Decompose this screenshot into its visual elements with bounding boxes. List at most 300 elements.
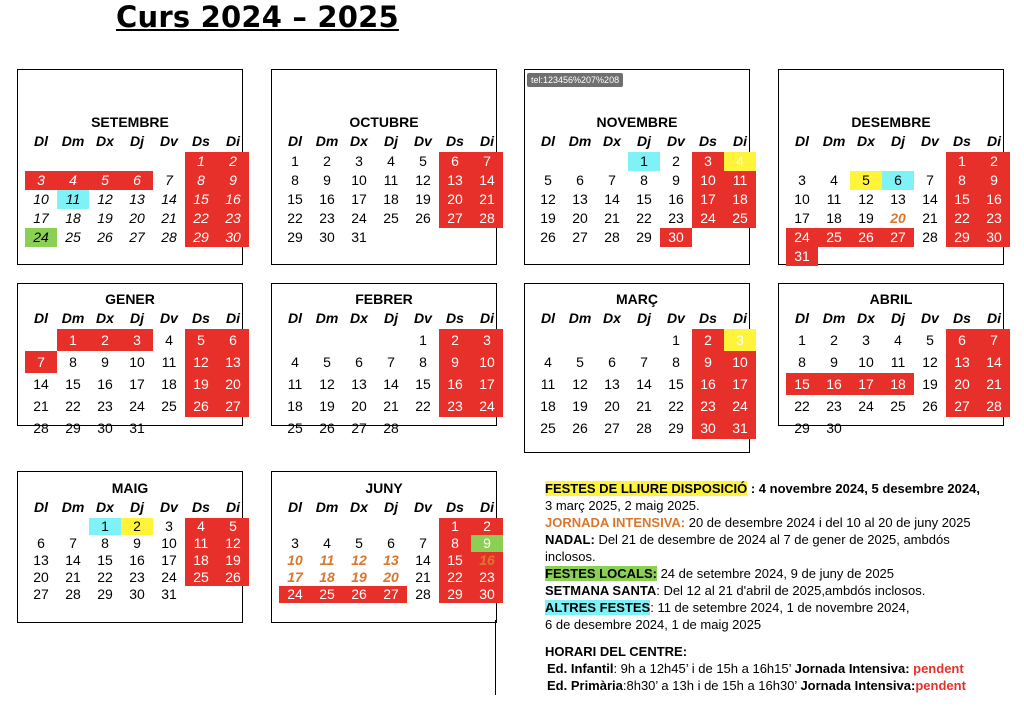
day-cell: 20 [604,398,620,414]
weekday-label: Dl [541,133,555,149]
day-cell: 8 [798,354,806,370]
day-cell: 21 [978,373,1010,395]
day-cell: 21 [383,398,399,414]
legend-jornada-text: 20 de desembre 2024 i del 10 al 20 de juny 2025 [685,515,971,530]
day-cell: 15 [668,376,684,392]
weekday-header [25,499,249,515]
legend-inf-label: Ed. Infantil [547,661,614,676]
day-cell: 11 [826,191,842,207]
day-cell: 10 [724,351,756,373]
day-cell: 9 [217,171,249,190]
day-cell: 11 [383,172,399,188]
day-cell: 27 [375,586,407,603]
weekday-label: Dl [34,133,48,149]
day-cell: 2 [89,329,121,351]
day-cell: 26 [540,229,556,245]
day-cell: 1 [89,518,121,535]
day-cell: 24 [692,209,724,228]
day-cell: 27 [572,229,588,245]
day-cell: 28 [161,229,177,245]
day-cell: 25 [724,209,756,228]
day-cell: 30 [660,228,692,247]
legend-horari-label: HORARI DEL CENTRE: [545,644,688,659]
weekday-label: Dm [61,499,85,515]
day-cell: 12 [217,535,249,552]
day-cell: 27 [33,586,49,602]
weekday-label: Ds [699,310,717,326]
month-name: ABRIL [869,291,913,307]
day-cell: 1 [185,152,217,171]
legend-altres-text2: 6 de desembre 2024, 1 de maig 2025 [545,617,762,632]
day-cell: 24 [724,395,756,417]
day-cell: 31 [351,229,367,245]
day-cell: 25 [818,228,850,247]
day-cell: 6 [355,354,363,370]
day-cell: 26 [850,228,882,247]
day-cell: 17 [850,373,882,395]
weekday-label: Dj [891,310,905,326]
day-cell: 25 [311,586,343,603]
weekday-label: Dm [568,310,592,326]
day-cell: 9 [672,172,680,188]
day-cell: 16 [97,376,113,392]
day-cell: 22 [439,569,471,586]
day-cell: 14 [471,171,503,190]
day-cell: 5 [419,153,427,169]
legend-pri-text: :8h30’ a 13h i de 15h a 16h30’ [622,678,801,693]
day-cell: 20 [946,373,978,395]
day-cell: 23 [668,210,684,226]
month-name: MARÇ [616,291,658,307]
day-cell: 27 [351,420,367,436]
weekday-label: Ds [699,133,717,149]
day-cell: 4 [185,518,217,535]
divider [495,620,496,695]
day-cell: 12 [415,172,431,188]
day-cell: 28 [471,209,503,228]
day-cell: 3 [165,518,173,534]
day-cell: 14 [383,376,399,392]
day-cell: 2 [692,329,724,351]
day-cell: 17 [33,210,49,226]
day-cell: 6 [439,152,471,171]
weekday-label: Dv [160,310,178,326]
day-cell: 20 [217,373,249,395]
day-cell: 14 [922,191,938,207]
day-cell: 5 [89,171,121,190]
weekday-label: Dv [414,310,432,326]
day-cell: 26 [319,420,335,436]
weekday-header [25,310,249,326]
month-name: SETEMBRE [91,114,169,130]
legend-pri-pend: pendent [915,678,966,693]
day-cell: 14 [161,191,177,207]
day-cell: 23 [319,210,335,226]
day-cell: 4 [830,172,838,188]
weekday-label: Dl [34,499,48,515]
day-cell: 21 [33,398,49,414]
legend-inf-pend: pendent [913,661,964,676]
day-cell: 24 [25,228,57,247]
day-cell: 13 [129,191,145,207]
weekday-label: Dl [34,310,48,326]
legend-inf-text: : 9h a 12h45’ i de 15h a 16h15’ [613,661,795,676]
day-cell: 1 [672,332,680,348]
day-cell: 22 [97,569,113,585]
weekday-header [786,310,1010,326]
day-cell: 19 [572,398,588,414]
weekday-label: Ds [953,133,971,149]
day-cell: 10 [33,191,49,207]
day-cell: 3 [692,152,724,171]
day-cell: 22 [65,398,81,414]
day-cell: 4 [544,354,552,370]
weekday-header [279,310,503,326]
weekday-header [279,499,503,515]
day-cell: 6 [882,171,914,190]
weekday-label: Di [987,310,1001,326]
day-cell: 15 [439,552,471,569]
day-cell: 3 [355,153,363,169]
day-cell: 24 [129,398,145,414]
weekday-label: Ds [192,310,210,326]
day-cell: 9 [978,171,1010,190]
day-cell: 25 [890,398,906,414]
day-cell: 12 [185,351,217,373]
day-cell: 9 [439,351,471,373]
day-cell: 17 [129,376,145,392]
day-cell: 22 [794,398,810,414]
day-cell: 29 [946,228,978,247]
weekday-label: Di [226,310,240,326]
day-cell: 10 [794,191,810,207]
month-name: MAIG [111,480,149,496]
day-cell: 27 [217,395,249,417]
day-cell: 22 [287,210,303,226]
day-cell: 26 [217,569,249,586]
month-name: NOVEMBRE [596,114,678,130]
day-cell: 28 [65,586,81,602]
legend-santa-label: SETMANA SANTA [545,583,657,598]
day-cell: 18 [383,191,399,207]
weekday-label: Dv [414,499,432,515]
weekday-label: Dl [541,310,555,326]
day-cell: 17 [692,190,724,209]
day-cell: 19 [217,552,249,569]
weekday-label: Dx [350,499,368,515]
weekday-label: Dx [350,310,368,326]
day-cell: 29 [287,229,303,245]
weekday-label: Dx [96,133,114,149]
day-cell: 18 [882,373,914,395]
day-cell: 1 [439,518,471,535]
day-cell: 29 [185,228,217,247]
day-cell: 8 [439,535,471,552]
day-cell: 7 [69,535,77,551]
day-cell: 18 [287,398,303,414]
day-cell: 16 [692,373,724,395]
legend-lliure-label: FESTES DE LLIURE DISPOSICIÓ [545,481,748,496]
day-cell: 11 [890,354,906,370]
day-cell: 19 [415,191,431,207]
day-cell: 13 [439,171,471,190]
legend-nadal-text2: inclosos. [545,549,596,564]
day-cell: 9 [323,172,331,188]
legend-pri-label: Ed. Primària [547,678,623,693]
day-cell: 4 [57,171,89,190]
weekday-label: Di [987,133,1001,149]
day-cell: 29 [794,420,810,436]
day-cell: 15 [415,376,431,392]
day-cell: 23 [97,398,113,414]
day-cell: 21 [604,210,620,226]
weekday-label: Dj [637,310,651,326]
day-cell: 12 [572,376,588,392]
day-cell: 9 [101,354,109,370]
day-cell: 23 [826,398,842,414]
day-cell: 23 [217,209,249,228]
day-cell: 27 [129,229,145,245]
day-cell: 8 [101,535,109,551]
weekday-label: Dl [288,310,302,326]
weekday-label: Di [480,310,494,326]
day-cell: 27 [882,228,914,247]
weekday-label: Dj [130,310,144,326]
day-cell: 15 [97,552,113,568]
day-cell: 9 [692,351,724,373]
day-cell: 10 [129,354,145,370]
day-cell: 4 [387,153,395,169]
day-cell: 8 [291,172,299,188]
day-cell: 19 [185,373,217,395]
day-cell: 10 [858,354,874,370]
day-cell: 27 [604,420,620,436]
day-cell: 1 [798,332,806,348]
day-cell: 15 [65,376,81,392]
day-cell: 3 [121,329,153,351]
legend-nadal-label: NADAL: [545,532,595,547]
day-cell: 1 [57,329,89,351]
weekday-label: Ds [953,310,971,326]
day-cell: 7 [165,172,173,188]
day-cell: 1 [291,153,299,169]
day-cell: 8 [69,354,77,370]
day-cell: 16 [668,191,684,207]
day-cell: 13 [351,376,367,392]
month-name: FEBRER [355,291,413,307]
legend: FESTES DE LLIURE DISPOSICIÓ : 4 novembre 2024, 5 desembre 2024, 3 març 2025, 2 maig 2025. JORNADA INTENSIVA: 20 de desembre 2024 i del 10 al 20 de juny 2025 NADAL: Del 21 de desembre de 2024 al 7 de gener de 2025, ambdós inclosos. FESTES LOCALS: 24 de setembre 2024, 9 de juny de 2025 SETMANA SANTA: Del 12 al 21 d'abril de 2025,ambdós inclosos. ALTRES FESTES: 11 de setembre 2024, 1 de novembre 2024, 6 de desembre 2024, 1 de maig 2025 HORARI DEL CENTRE: Ed. Infantil: 9h a 12h45’ i de 15h a 16h15’ Jornada Intensiva: pendent Ed. Primària:8h30’ a 13h i de 15h a 16h30’ Jornada Intensiva:pendent [545,480,1015,694]
month-setembre [17,69,243,265]
weekday-label: Ds [446,499,464,515]
day-cell: 19 [319,398,335,414]
weekday-label: Dm [568,133,592,149]
weekday-header [786,133,1010,149]
day-cell: 4 [894,332,902,348]
day-cell: 10 [287,552,303,568]
day-cell: 19 [922,376,938,392]
day-cell: 13 [217,351,249,373]
day-cell: 14 [33,376,49,392]
weekday-label: Dm [315,133,339,149]
weekday-label: Dx [96,499,114,515]
weekday-label: Di [226,499,240,515]
legend-altres-label: ALTRES FESTES [545,600,651,615]
day-cell: 5 [850,171,882,190]
day-cell: 18 [724,190,756,209]
day-cell: 1 [946,152,978,171]
weekday-label: Dx [96,310,114,326]
weekday-label: Ds [446,310,464,326]
day-cell: 19 [858,210,874,226]
day-cell: 28 [415,586,431,602]
legend-lliure-text2: 3 març 2025, 2 maig 2025. [545,498,700,513]
day-cell: 4 [323,535,331,551]
weekday-label: Dm [315,310,339,326]
day-cell: 21 [922,210,938,226]
day-cell: 24 [471,395,503,417]
day-cell: 24 [858,398,874,414]
day-cell: 3 [862,332,870,348]
day-cell: 14 [415,552,431,568]
day-cell: 2 [830,332,838,348]
day-cell: 31 [724,417,756,439]
day-cell: 17 [161,552,177,568]
day-cell: 25 [65,229,81,245]
day-cell: 15 [287,191,303,207]
month-name: OCTUBRE [349,114,419,130]
day-cell: 14 [604,191,620,207]
day-cell: 23 [129,569,145,585]
month-name: DESEMBRE [851,114,931,130]
day-cell: 2 [672,153,680,169]
weekday-label: Dv [667,133,685,149]
day-cell: 20 [129,210,145,226]
day-cell: 4 [165,332,173,348]
day-cell: 29 [97,586,113,602]
day-cell: 26 [343,586,375,603]
day-cell: 7 [608,172,616,188]
month-maig [17,471,243,623]
day-cell: 18 [161,376,177,392]
weekday-label: Dx [350,133,368,149]
day-cell: 15 [786,373,818,395]
day-cell: 3 [471,329,503,351]
day-cell: 18 [65,210,81,226]
weekday-label: Dj [384,499,398,515]
weekday-label: Dj [384,310,398,326]
weekday-label: Ds [446,133,464,149]
day-cell: 25 [161,398,177,414]
day-cell: 7 [471,152,503,171]
day-cell: 22 [946,209,978,228]
day-cell: 25 [287,420,303,436]
weekday-label: Dx [603,310,621,326]
day-cell: 30 [319,229,335,245]
day-cell: 24 [279,586,311,603]
day-cell: 27 [946,395,978,417]
day-cell: 12 [858,191,874,207]
legend-santa-text: : Del 12 al 21 d'abril de 2025,ambdós inclosos. [656,583,926,598]
day-cell: 20 [890,210,906,226]
day-cell: 18 [826,210,842,226]
day-cell: 25 [540,420,556,436]
legend-inf-jorn: Jornada Intensiva [794,661,906,676]
day-cell: 21 [161,210,177,226]
weekday-label: Dj [130,499,144,515]
day-cell: 31 [786,247,818,266]
weekday-label: Dv [667,310,685,326]
day-cell: 3 [724,329,756,351]
day-cell: 30 [978,228,1010,247]
day-cell: 9 [133,535,141,551]
day-cell: 11 [319,552,335,568]
month-desembre [778,69,1004,265]
day-cell: 23 [439,395,471,417]
month-octubre [271,69,497,265]
day-cell: 20 [33,569,49,585]
day-cell: 25 [383,210,399,226]
legend-locals-label: FESTES LOCALS: [545,566,657,581]
weekday-label: Dl [288,499,302,515]
day-cell: 10 [692,171,724,190]
day-cell: 19 [351,569,367,585]
day-cell: 5 [217,518,249,535]
weekday-label: Dx [857,133,875,149]
weekday-label: Di [733,133,747,149]
day-cell: 17 [287,569,303,585]
day-cell: 26 [922,398,938,414]
day-cell: 1 [419,332,427,348]
day-cell: 3 [291,535,299,551]
day-cell: 27 [439,209,471,228]
legend-nadal-text1: Del 21 de desembre de 2024 al 7 de gener de 2025, ambdós [594,532,950,547]
day-cell: 7 [926,172,934,188]
month-març [524,283,750,453]
day-cell: 9 [471,535,503,552]
day-cell: 5 [926,332,934,348]
month-abril [778,283,1004,436]
day-cell: 30 [471,586,503,603]
day-cell: 5 [185,329,217,351]
day-cell: 20 [439,190,471,209]
day-cell: 16 [217,190,249,209]
legend-jornada-label: JORNADA INTENSIVA: [545,515,686,530]
weekday-label: Di [480,499,494,515]
day-cell: 13 [890,191,906,207]
day-cell: 20 [572,210,588,226]
day-cell: 12 [351,552,367,568]
weekday-label: Dv [414,133,432,149]
day-cell: 7 [640,354,648,370]
day-cell: 21 [471,190,503,209]
month-juny [271,471,497,623]
day-cell: 6 [217,329,249,351]
day-cell: 13 [383,552,399,568]
day-cell: 25 [185,569,217,586]
day-cell: 29 [636,229,652,245]
day-cell: 30 [692,417,724,439]
day-cell: 17 [471,373,503,395]
page-title: Curs 2024 – 2025 [116,0,399,34]
day-cell: 6 [121,171,153,190]
weekday-label: Dj [891,133,905,149]
weekday-label: Di [480,133,494,149]
day-cell: 11 [724,171,756,190]
day-cell: 20 [351,398,367,414]
day-cell: 5 [355,535,363,551]
day-cell: 7 [419,535,427,551]
day-cell: 15 [946,190,978,209]
